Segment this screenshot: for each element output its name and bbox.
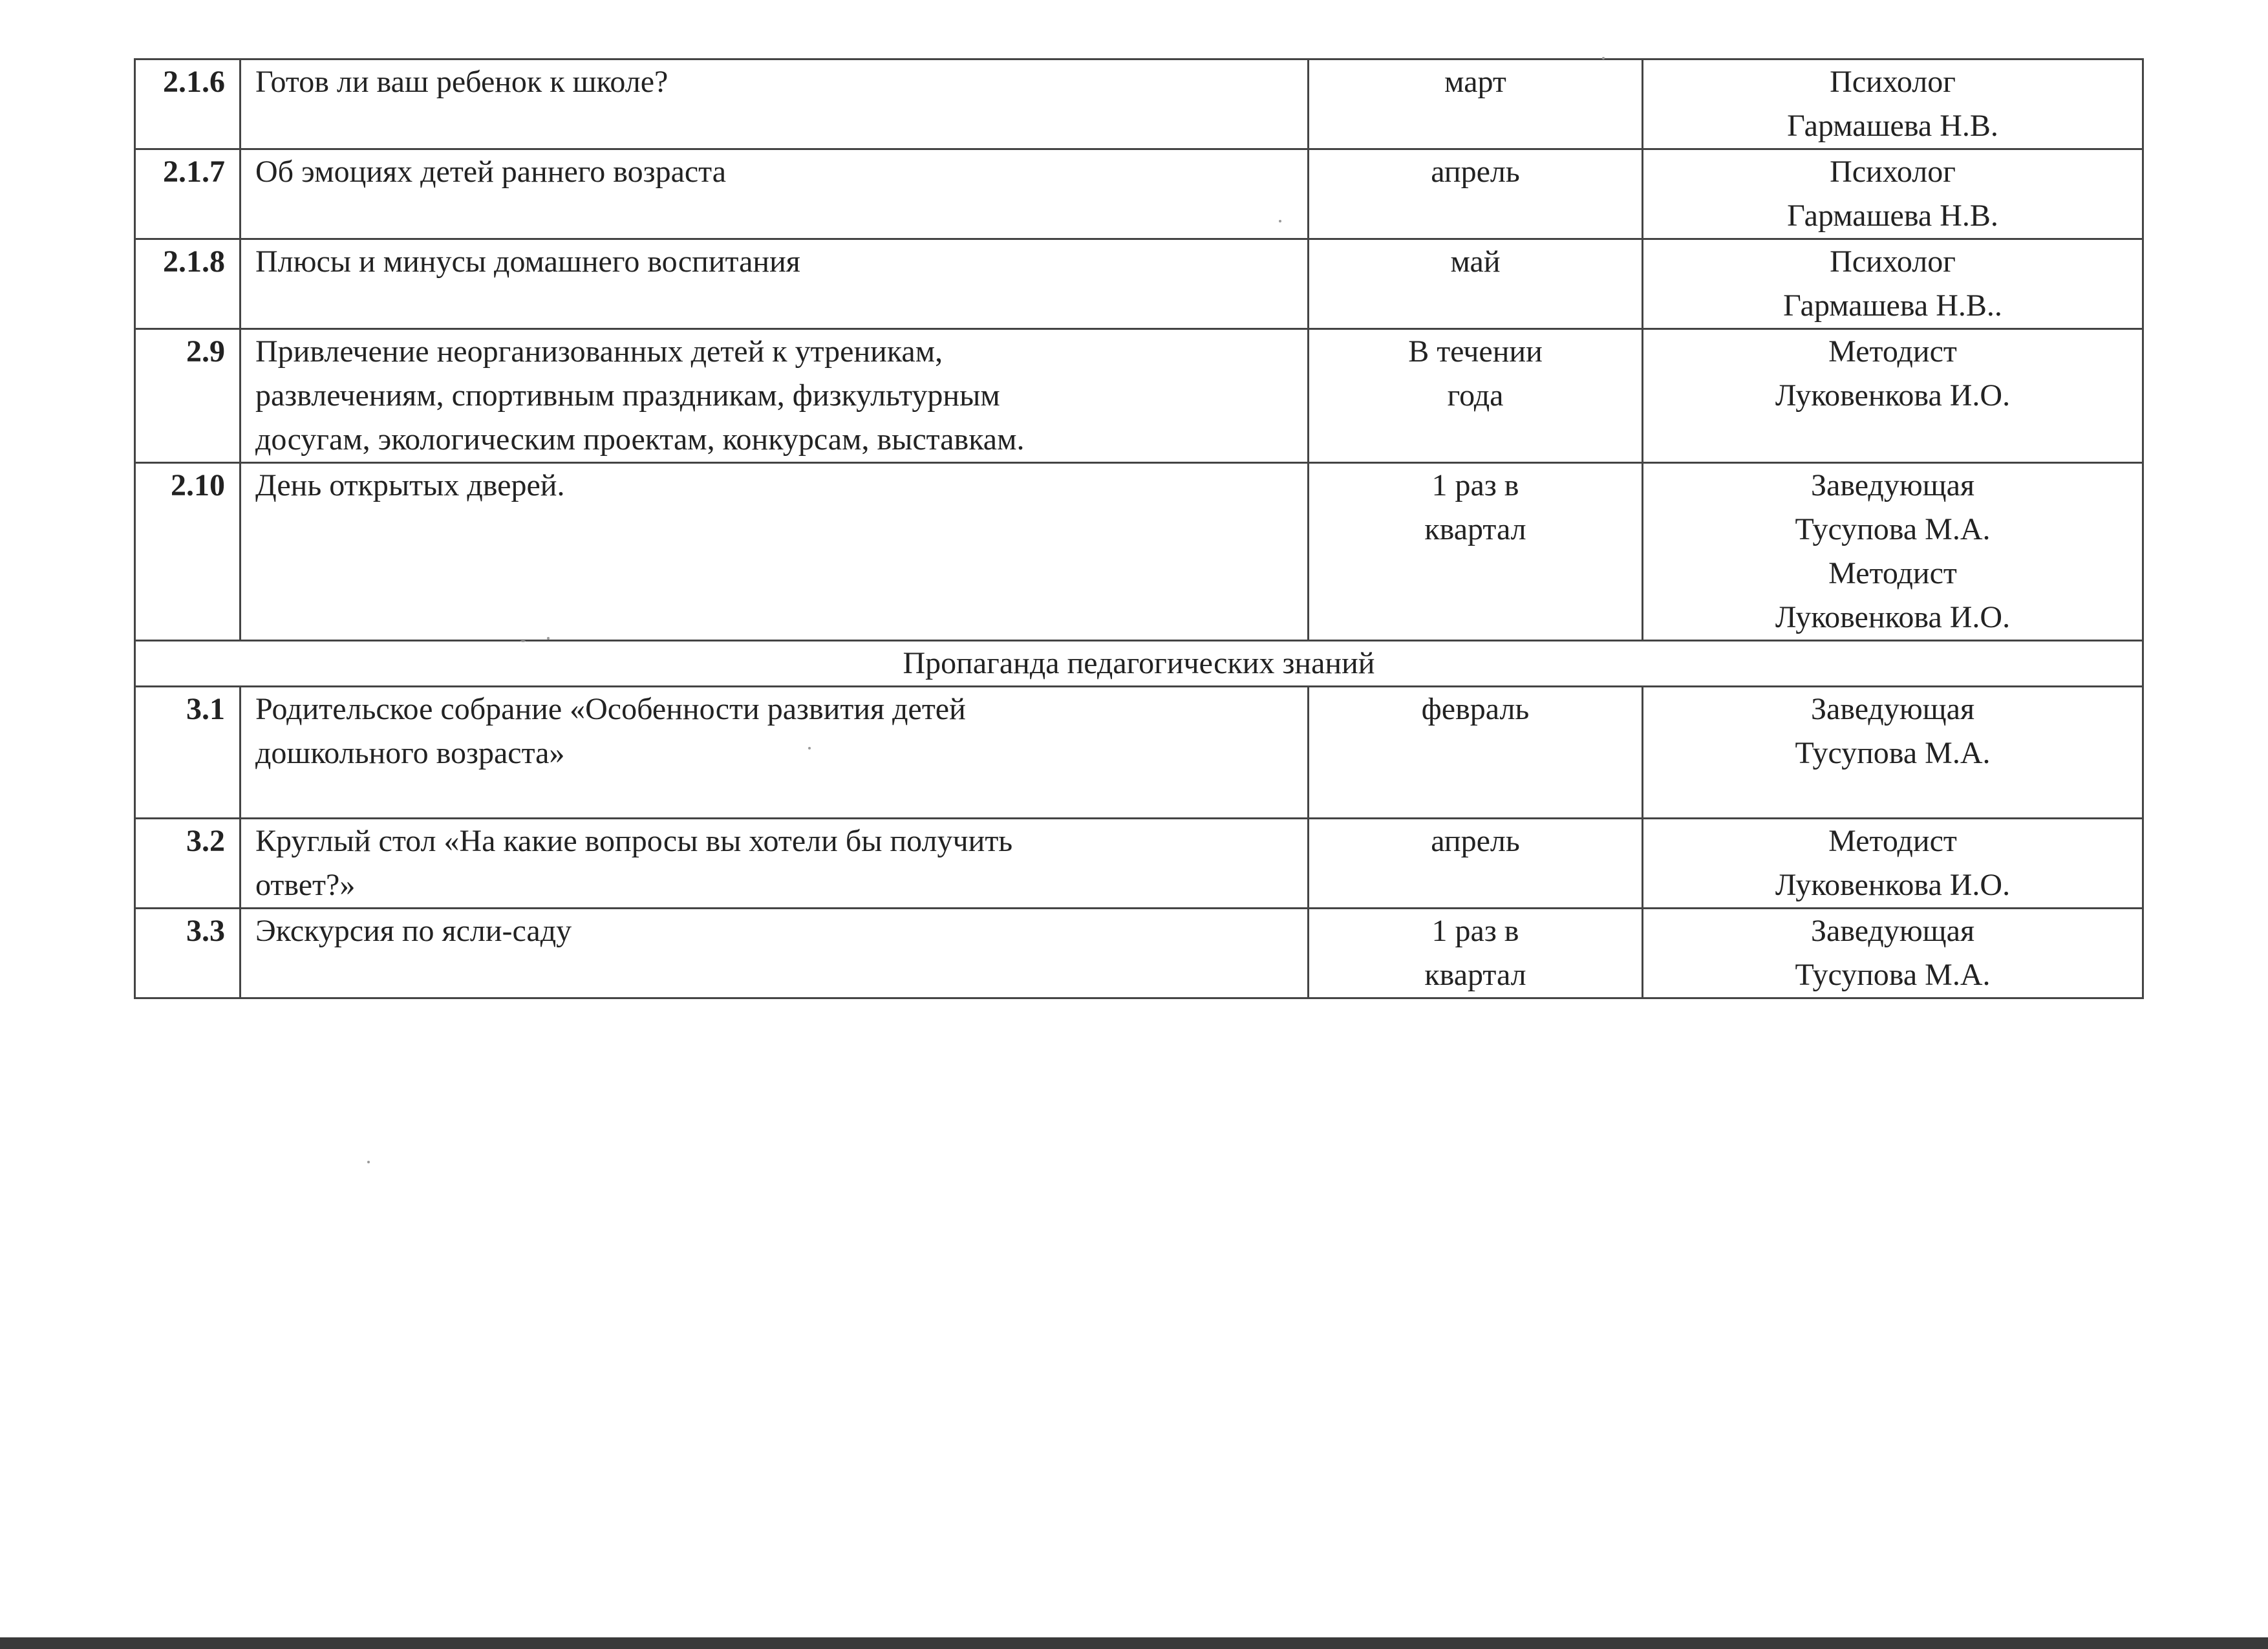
row-number: 3.1: [135, 687, 241, 819]
table-row: [135, 687, 2143, 819]
row-topic: Родительское собрание «Особенности развития детей дошкольного возраста»: [241, 687, 1309, 819]
table-row: [135, 819, 2143, 909]
table-row: [135, 329, 2143, 463]
table-row: [135, 909, 2143, 998]
row-responsible: Методист Луковенкова И.О.: [1643, 329, 2143, 463]
row-number: 2.1.8: [135, 239, 241, 329]
plan-table: [134, 58, 2144, 999]
scan-speck: [547, 637, 550, 640]
row-responsible: Психолог Гармашева Н.В.: [1643, 59, 2143, 149]
row-when: апрель: [1309, 149, 1643, 239]
row-number: 2.1.6: [135, 59, 241, 149]
section-row: [135, 641, 2143, 687]
row-number: 2.10: [135, 463, 241, 641]
row-responsible: Заведующая Тусупова М.А.: [1643, 909, 2143, 998]
row-when: февраль: [1309, 687, 1643, 819]
scan-speck: [1279, 220, 1281, 222]
table-row: [135, 239, 2143, 329]
row-responsible: Психолог Гармашева Н.В..: [1643, 239, 2143, 329]
scan-speck: [367, 1161, 370, 1163]
table-row: [135, 149, 2143, 239]
row-topic: Готов ли ваш ребенок к школе?: [241, 59, 1309, 149]
row-topic: Привлечение неорганизованных детей к утреникам, развлечениям, спортивным праздникам, физкультурным досугам, экологическим проектам, конкурсам, выставкам.: [241, 329, 1309, 463]
row-when: март: [1309, 59, 1643, 149]
row-when: май: [1309, 239, 1643, 329]
scan-edge-bar: [0, 1637, 2268, 1649]
row-topic: Об эмоциях детей раннего возраста: [241, 149, 1309, 239]
table-row: [135, 463, 2143, 641]
row-responsible: Заведующая Тусупова М.А. Методист Луковенкова И.О.: [1643, 463, 2143, 641]
scan-speck: [520, 640, 526, 642]
table-row: [135, 59, 2143, 149]
row-when: В течении года: [1309, 329, 1643, 463]
row-topic: Плюсы и минусы домашнего воспитания: [241, 239, 1309, 329]
row-responsible: Заведующая Тусупова М.А.: [1643, 687, 2143, 819]
row-number: 3.2: [135, 819, 241, 909]
row-number: 2.9: [135, 329, 241, 463]
row-when: апрель: [1309, 819, 1643, 909]
row-responsible: Психолог Гармашева Н.В.: [1643, 149, 2143, 239]
row-when: 1 раз в квартал: [1309, 463, 1643, 641]
scan-speck: [1602, 57, 1605, 59]
row-topic: День открытых дверей.: [241, 463, 1309, 641]
row-number: 3.3: [135, 909, 241, 998]
row-responsible: Методист Луковенкова И.О.: [1643, 819, 2143, 909]
section-title: Пропаганда педагогических знаний: [135, 641, 2143, 687]
row-when: 1 раз в квартал: [1309, 909, 1643, 998]
row-number: 2.1.7: [135, 149, 241, 239]
scan-speck: [808, 747, 811, 749]
row-topic: Экскурсия по ясли-саду: [241, 909, 1309, 998]
row-topic: Круглый стол «На какие вопросы вы хотели бы получить ответ?»: [241, 819, 1309, 909]
